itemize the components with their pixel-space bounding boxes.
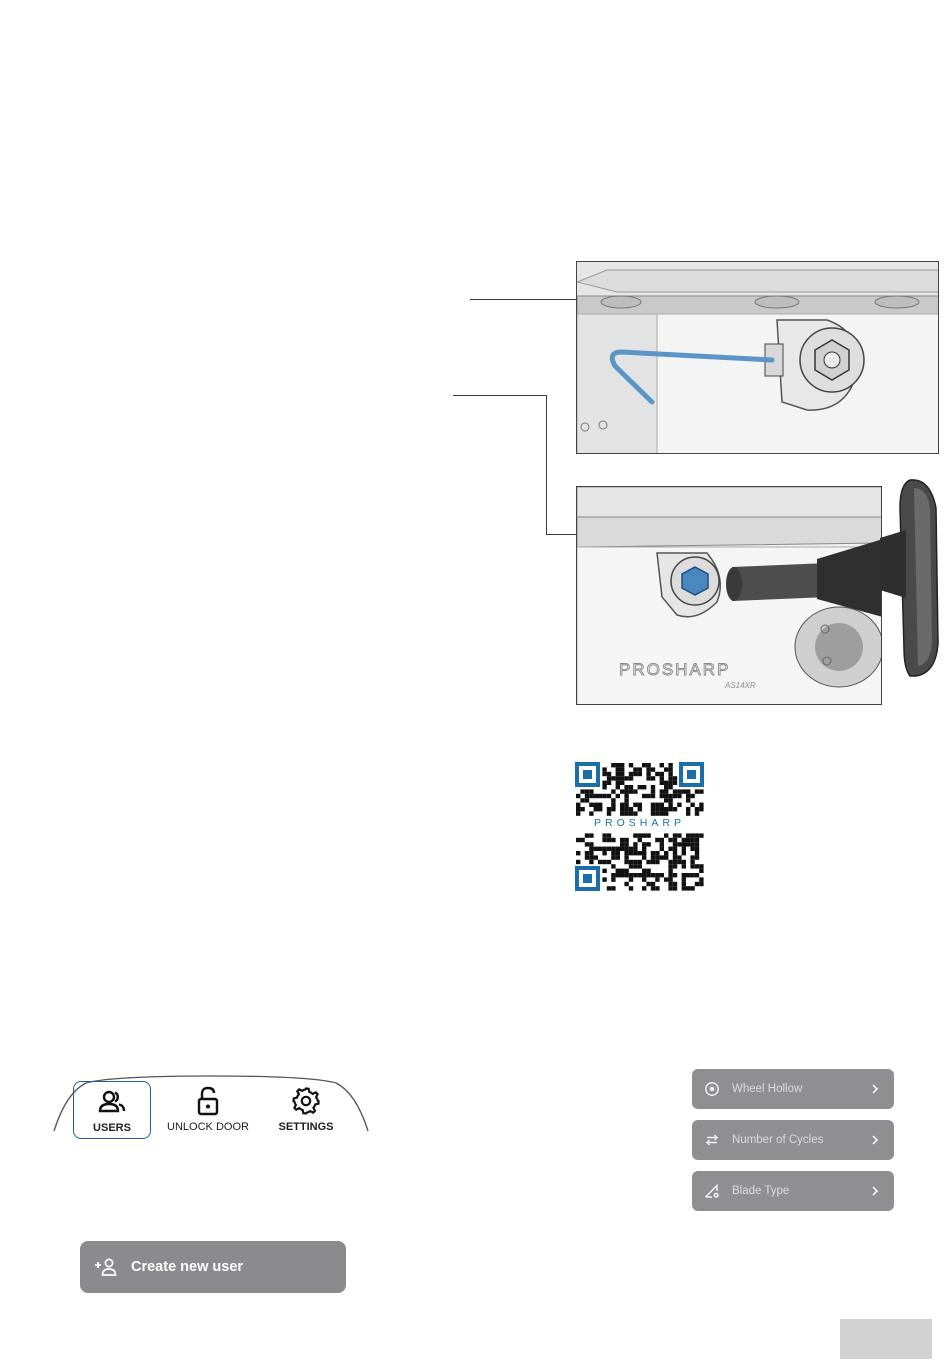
nav-tab-settings[interactable] — [267, 1081, 345, 1139]
menu-item-number-of-cycles[interactable] — [692, 1120, 894, 1160]
chevron-right-icon — [870, 1083, 880, 1095]
cycle-arrows-icon — [704, 1132, 720, 1148]
unlock-icon — [193, 1086, 223, 1116]
chevron-right-icon — [870, 1134, 880, 1146]
menu-item-wheel-hollow-label: Wheel Hollow — [732, 1083, 803, 1095]
callout-line-top — [470, 299, 576, 300]
nav-tab-unlock-label: UNLOCK DOOR — [167, 1121, 249, 1133]
gear-icon — [291, 1086, 321, 1116]
users-icon — [97, 1087, 127, 1117]
menu-item-blade-type[interactable] — [692, 1171, 894, 1211]
illustration-handle-mount — [576, 486, 882, 705]
page-number-tab — [840, 1319, 932, 1359]
nav-tab-users[interactable] — [73, 1081, 151, 1139]
nav-tab-settings-label: SETTINGS — [278, 1121, 334, 1133]
blade-settings-icon — [704, 1183, 720, 1199]
chevron-right-icon — [870, 1185, 880, 1197]
menu-item-number-of-cycles-label: Number of Cycles — [732, 1134, 824, 1146]
model-engraved-logo: AS14XR — [725, 681, 756, 690]
callout-line-lower-stub — [546, 534, 576, 535]
callout-line-lower-vertical — [546, 395, 547, 535]
illustration-hex-key — [576, 261, 939, 454]
handle-grip — [880, 478, 942, 678]
callout-line-lower-horizontal — [453, 395, 546, 396]
menu-item-wheel-hollow[interactable] — [692, 1069, 894, 1109]
menu-item-blade-type-label: Blade Type — [732, 1185, 790, 1197]
target-icon — [704, 1081, 720, 1097]
create-new-user-label: Create new user — [131, 1259, 244, 1275]
qr-brand-label: PROSHARP — [574, 817, 705, 830]
add-user-icon — [94, 1257, 118, 1277]
nav-tab-unlock-door[interactable] — [169, 1081, 247, 1139]
device-nav-bar — [52, 1073, 370, 1143]
create-new-user-button[interactable] — [80, 1241, 346, 1293]
prosharp-engraved-logo: PROSHARP — [619, 660, 731, 679]
nav-tab-users-label: USERS — [93, 1122, 131, 1134]
